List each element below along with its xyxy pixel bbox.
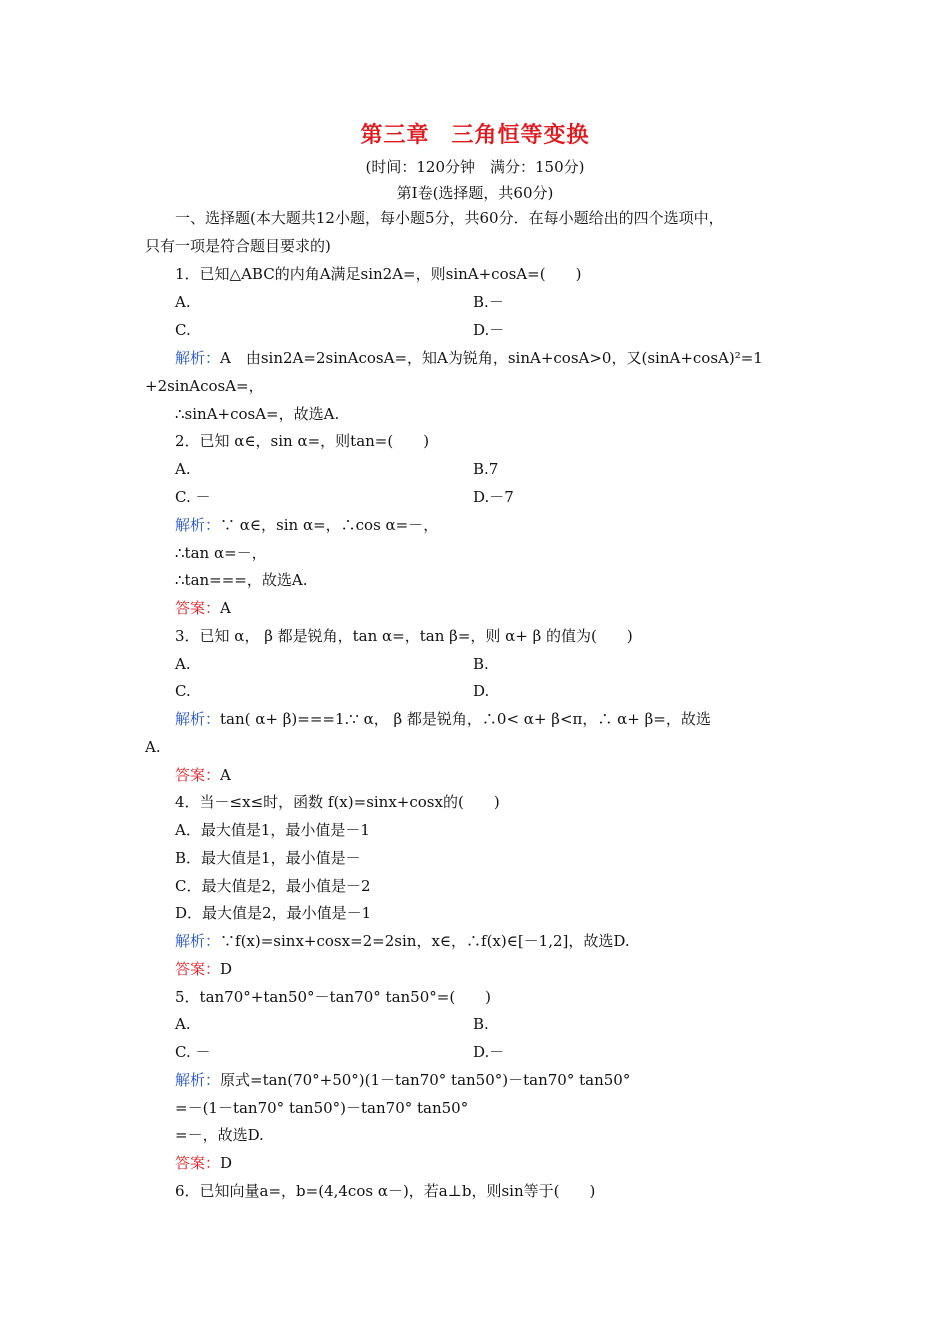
q5-option-b: B. — [473, 1015, 489, 1033]
section-intro-line1: 一、选择题(本大题共12小题，每小题5分，共60分．在每小题给出的四个选项中， — [175, 209, 724, 227]
q3-answer-value: A — [220, 766, 231, 784]
q3-analysis-line2: A. — [145, 738, 161, 756]
q5-analysis-line2: =－(1－tan70° tan50°)－tan70° tan50° — [175, 1099, 469, 1117]
q5-stem: 5．tan70°+tan50°－tan70° tan50°=( ) — [175, 988, 492, 1006]
q3-option-c: C. — [175, 682, 191, 700]
q5-option-a: A. — [175, 1015, 191, 1033]
q4-option-d: D．最大值是2，最小值是－1 — [175, 904, 372, 922]
q1-analysis-line2: +2sinAcosA=， — [145, 377, 264, 395]
q2-answer-value: A — [220, 599, 231, 617]
q2-option-b: B.7 — [473, 460, 499, 478]
q5-analysis-line1 — [175, 1070, 630, 1090]
q4-answer-value: D — [220, 960, 233, 978]
chapter-topic: 三角恒等变换 — [451, 122, 590, 148]
q1-analysis-line1 — [175, 348, 763, 368]
q2-option-d: D.－7 — [473, 488, 514, 506]
q6-stem: 6．已知向量a=，b=(4,4cos α－)，若a⊥b，则sin等于( ) — [175, 1182, 596, 1200]
analysis-label: 解析： — [175, 932, 221, 950]
analysis-label: 解析： — [175, 1071, 221, 1089]
q5-answer — [175, 1153, 232, 1173]
q3-analysis-line1 — [175, 709, 711, 729]
q2-analysis-line1 — [175, 515, 438, 535]
q3-option-b: B. — [473, 655, 489, 673]
q2-analysis-text: ∵ α∈，sin α=，∴cos α=－， — [220, 516, 439, 534]
q5-option-d: D.－ — [473, 1043, 505, 1061]
q5-option-c: C. － — [175, 1043, 211, 1061]
q1-option-b: B.－ — [473, 293, 504, 311]
q4-option-c: C．最大值是2，最小值是－2 — [175, 877, 371, 895]
q1-option-d: D.－ — [473, 321, 505, 339]
section-intro-line2: 只有一项是符合题目要求的) — [145, 237, 331, 255]
q3-analysis-text: tan( α+ β)===1.∵ α， β 都是锐角，∴0< α+ β<π，∴ α+ β=，故选 — [220, 710, 711, 728]
analysis-label: 解析： — [175, 710, 221, 728]
q5-analysis-line3: =－，故选D. — [175, 1126, 264, 1144]
q4-option-a: A．最大值是1，最小值是－1 — [175, 821, 370, 839]
q2-option-a: A. — [175, 460, 191, 478]
q3-stem: 3．已知 α， β 都是锐角，tan α=，tan β=，则 α+ β 的值为( ) — [175, 627, 633, 645]
volume-heading: 第Ⅰ卷(选择题，共60分) — [396, 184, 554, 202]
analysis-label: 解析： — [175, 516, 221, 534]
q1-option-a: A. — [175, 293, 191, 311]
q4-analysis-text: ∵f(x)=sinx+cosx=2=2sin，x∈，∴f(x)∈[－1,2]，故选D. — [220, 932, 630, 950]
q2-analysis-line3: ∴tan===，故选A. — [175, 571, 308, 589]
q2-stem: 2．已知 α∈，sin α=，则tan=( ) — [175, 432, 430, 450]
chapter-number: 第三章 — [360, 122, 430, 148]
q4-option-b: B．最大值是1，最小值是－ — [175, 849, 361, 867]
q1-option-c: C. — [175, 321, 191, 339]
answer-label: 答案： — [175, 766, 221, 784]
q5-analysis-text: 原式=tan(70°+50°)(1－tan70° tan50°)－tan70° tan50° — [220, 1071, 631, 1089]
answer-label: 答案： — [175, 960, 221, 978]
q3-option-a: A. — [175, 655, 191, 673]
q3-option-d: D. — [473, 682, 490, 700]
analysis-label: 解析： — [175, 349, 221, 367]
q4-analysis-line1 — [175, 931, 630, 951]
chapter-title — [0, 118, 950, 149]
exam-meta: (时间：120分钟 满分：150分) — [365, 158, 585, 176]
q2-analysis-line2: ∴tan α=－， — [175, 544, 267, 562]
answer-label: 答案： — [175, 1154, 221, 1172]
q1-stem: 1．已知△ABC的内角A满足sin2A=，则sinA+cosA=( ) — [175, 265, 582, 283]
q4-stem: 4．当－≤x≤时，函数 f(x)=sinx+cosx的( ) — [175, 793, 500, 811]
q4-answer — [175, 959, 232, 979]
q1-analysis-text: A 由sin2A=2sinAcosA=，知A为锐角，sinA+cosA>0，又(sinA+cosA)²=1 — [220, 349, 763, 367]
q2-option-c: C. － — [175, 488, 211, 506]
q5-answer-value: D — [220, 1154, 233, 1172]
q2-answer — [175, 598, 231, 618]
q1-analysis-line3: ∴sinA+cosA=，故选A. — [175, 405, 340, 423]
q3-answer — [175, 765, 231, 785]
answer-label: 答案： — [175, 599, 221, 617]
